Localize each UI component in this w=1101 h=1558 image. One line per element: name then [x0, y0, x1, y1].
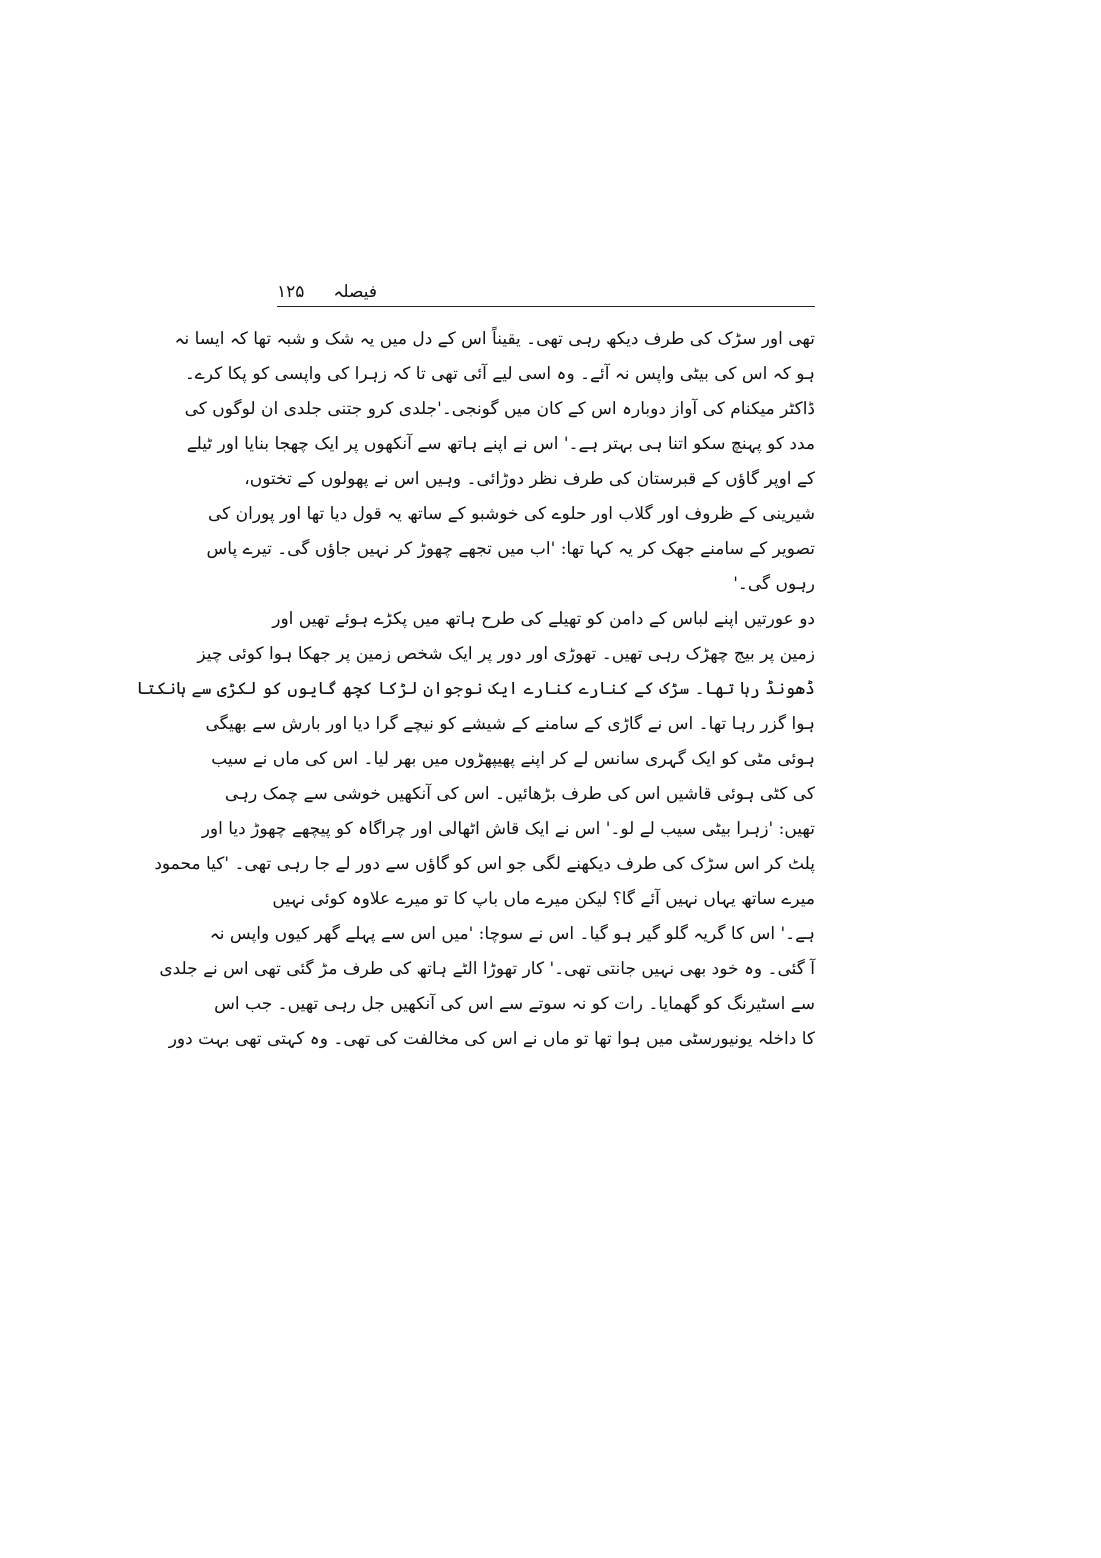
text-line: ہے۔' اس کا گریہ گلو گیر ہو گیا۔ اس نے سوچا: 'میں اس سے پہلے گھر کیوں واپس نہ: [209, 924, 815, 944]
text-line: سے اسٹیرنگ کو گھمایا۔ رات کو نہ سوتے سے اس کی آنکھیں جل رہی تھیں۔ جب اس: [214, 994, 815, 1014]
book-title: فیصلہ: [333, 282, 377, 302]
body-text: [136, 322, 815, 1057]
header-rule: [277, 306, 815, 307]
text-line: کے اوپر گاؤں کے قبرستان کی طرف نظر دوڑائی۔ وہیں اس نے پھولوں کے تختوں،: [244, 469, 815, 489]
text-line: آ گئی۔ وہ خود بھی نہیں جانتی تھی۔' کار تھوڑا الٹے ہاتھ کی طرف مڑ گئی تھی اس نے جلدی: [159, 959, 815, 979]
text-line: تھی اور سڑک کی طرف دیکھ رہی تھی۔ یقیناً اس کے دل میں یہ شک و شبہ تھا کہ ایسا نہ: [174, 329, 815, 349]
text-line: ہو کہ اس کی بیٹی واپس نہ آئے۔ وہ اسی لیے آئی تھی تا کہ زہرا کی واپسی کو پکا کرے۔: [184, 364, 815, 384]
text-line: پلٹ کر اس سڑک کی طرف دیکھنے لگی جو اس کو گاؤں سے دور لے جا رہی تھی۔ 'کیا محمود: [154, 854, 815, 874]
text-line: ہوا گزر رہا تھا۔ اس نے گاڑی کے سامنے کے شیشے کو نیچے گرا دیا اور بارش سے بھیگی: [205, 714, 815, 734]
page-header: [277, 281, 815, 305]
paragraph-1: [174, 322, 815, 602]
text-line: ہوئی مٹی کو ایک گہری سانس لے کر اپنے پھیپھڑوں میں بھر لیا۔ اس کی ماں نے سیب: [211, 749, 815, 769]
text-line: دو عورتیں اپنے لباس کے دامن کو تھیلے کی طرح ہاتھ میں پکڑے ہوئے تھیں اور: [272, 609, 815, 629]
page-number: ۱۲۵: [277, 282, 305, 302]
text-line: کی کٹی ہوئی قاشیں اس کی طرف بڑھائیں۔ اس کی آنکھیں خوشی سے چمک رہی: [224, 784, 815, 804]
text-line: زمین پر بیج چھڑک رہی تھیں۔ تھوڑی اور دور پر ایک شخص زمین پر جھکا ہوا کوئی چیز: [197, 644, 815, 664]
text-line: مدد کو پہنچ سکو اتنا ہی بہتر ہے۔' اس نے اپنے ہاتھ سے آنکھوں پر ایک چھجا بنایا اور ٹیلے: [186, 434, 815, 454]
text-line: ڈھونڈ رہا تھا۔ سڑک کے کنارے کنارے ایک نوجوان لڑکا کچھ گایوں کو لکڑی سے ہانکتا: [136, 679, 815, 699]
paragraph-2: [136, 602, 815, 1057]
text-line: کا داخلہ یونیورسٹی میں ہوا تھا تو ماں نے اس کی مخالفت کی تھی۔ وہ کہتی تھی بہت دور: [168, 1029, 815, 1049]
text-line: تصویر کے سامنے جھک کر یہ کہا تھا: 'اب میں تجھے چھوڑ کر نہیں جاؤں گی۔ تیرے پاس: [206, 539, 815, 559]
text-line: شیرینی کے ظروف اور گلاب اور حلوے کی خوشبو کے ساتھ یہ قول دیا تھا اور پوران کی: [207, 504, 815, 524]
text-line: میرے ساتھ یہاں نہیں آئے گا؟ لیکن میرے ماں باپ کا تو میرے علاوہ کوئی نہیں: [272, 889, 815, 909]
text-line: رہوں گی۔': [733, 574, 815, 594]
text-line: تھیں: 'زہرا بیٹی سیب لے لو۔' اس نے ایک قاش اٹھالی اور چراگاہ کو پیچھے چھوڑ دیا اور: [201, 819, 815, 839]
text-line: ڈاکٹر میکنام کی آواز دوبارہ اس کے کان میں گونجی۔'جلدی کرو جتنی جلدی ان لوگوں کی: [184, 399, 815, 419]
